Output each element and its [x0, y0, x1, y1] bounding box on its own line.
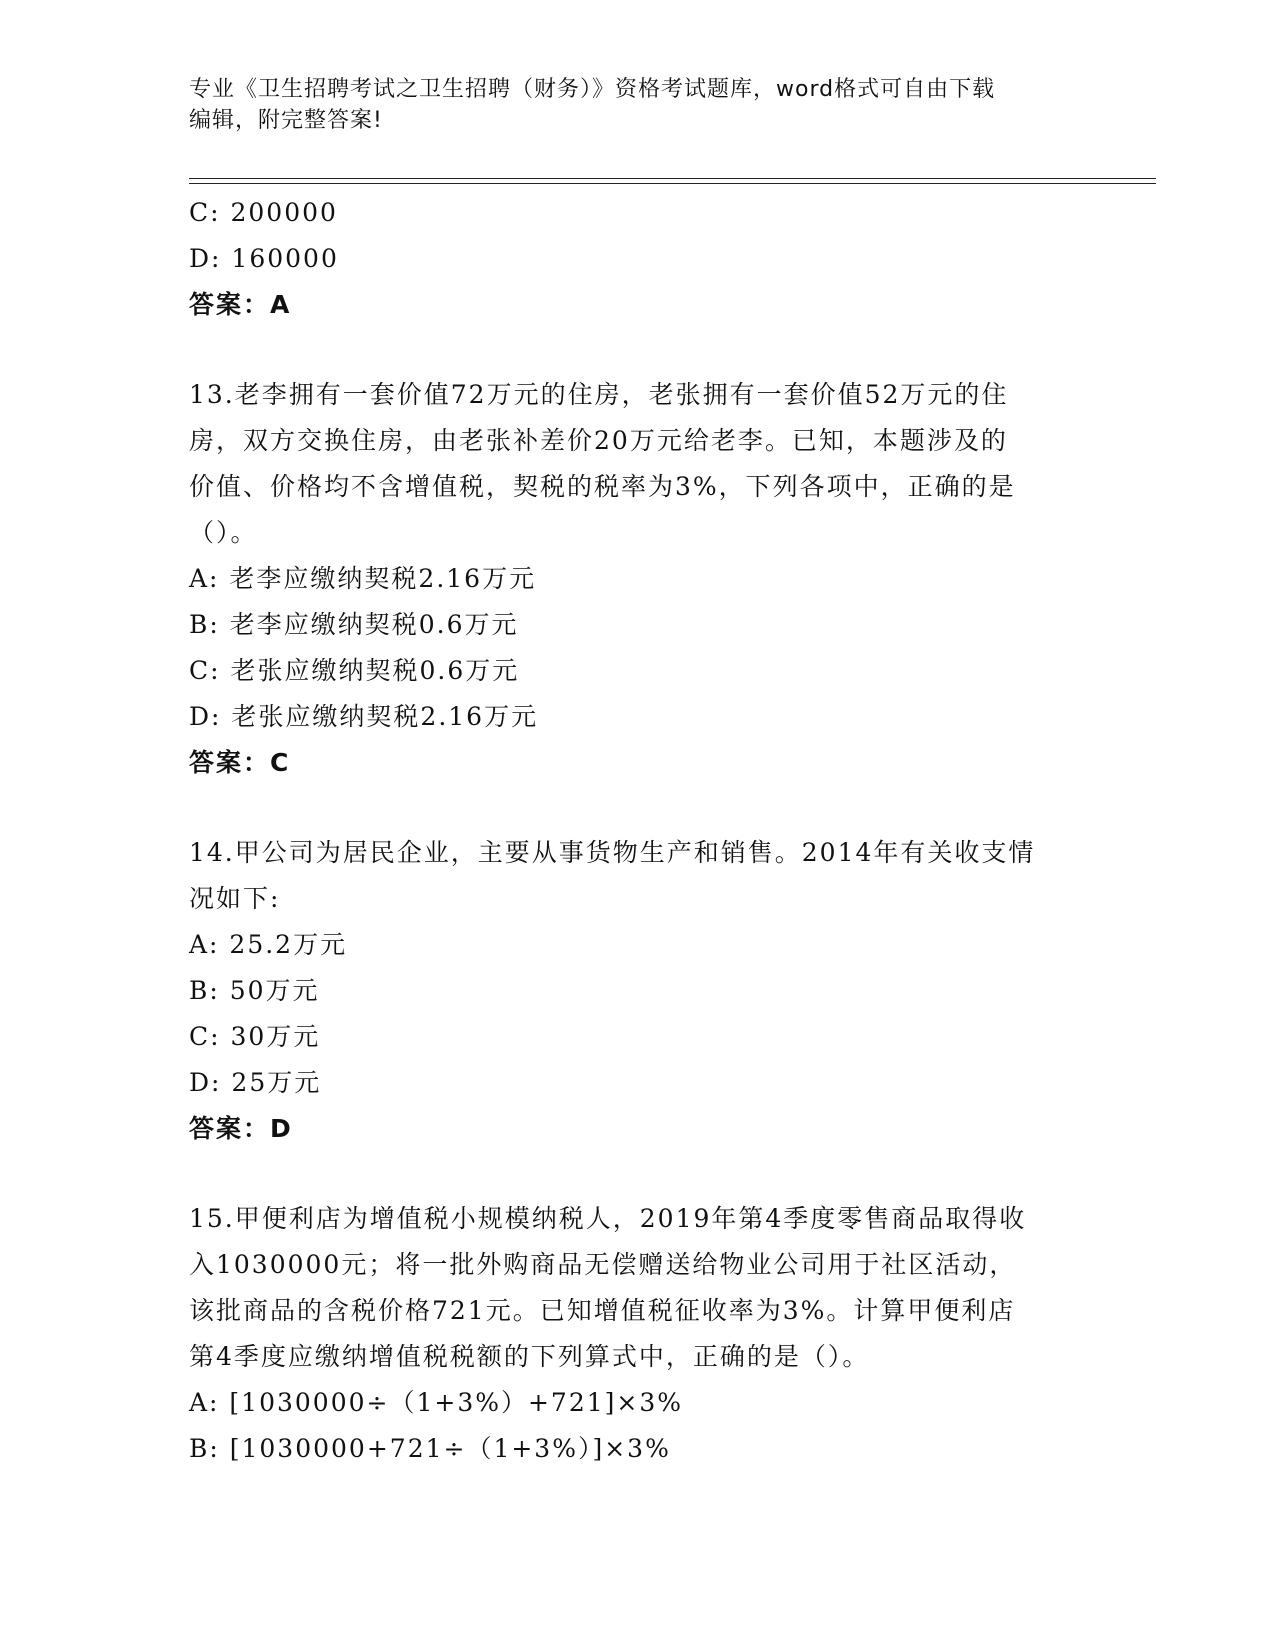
option-c: C: 老张应缴纳契税0.6万元 [189, 656, 520, 685]
option-d: D: 160000 [189, 244, 339, 273]
answer-line: 答案：D [189, 1114, 293, 1143]
question-text-line: 13.老李拥有一套价值72万元的住房，老张拥有一套价值52万元的住 [189, 380, 1009, 409]
option-b: B: 老李应缴纳契税0.6万元 [189, 610, 519, 639]
option-a: A: 老李应缴纳契税2.16万元 [189, 564, 537, 593]
spacer [189, 1152, 1089, 1196]
option-d: D: 老张应缴纳契税2.16万元 [189, 702, 539, 731]
spacer [189, 328, 1089, 372]
question-text-line: 15.甲便利店为增值税小规模纳税人，2019年第4季度零售商品取得收 [189, 1204, 1027, 1233]
option-b: B: [1030000+721÷（1+3%）]×3% [189, 1434, 671, 1463]
question-text-line: 入1030000元；将一批外购商品无偿赠送给物业公司用于社区活动， [189, 1250, 1017, 1279]
spacer [189, 786, 1089, 830]
question-text-line: 14.甲公司为居民企业，主要从事货物生产和销售。2014年有关收支情 [189, 838, 1036, 867]
header-line-2: 编辑，附完整答案! [189, 108, 383, 133]
option-c: C: 30万元 [189, 1022, 321, 1051]
page-header [189, 74, 1089, 136]
question-text-line: 况如下: [189, 884, 281, 913]
option-b: B: 50万元 [189, 976, 320, 1005]
header-rule [189, 178, 1156, 179]
answer-line: 答案：A [189, 290, 292, 319]
option-d: D: 25万元 [189, 1068, 322, 1097]
question-text-line: （）。 [189, 518, 258, 547]
document-body [189, 190, 1089, 1472]
option-a: A: 25.2万元 [189, 930, 348, 959]
question-text-line: 价值、价格均不含增值税，契税的税率为3%，下列各项中，正确的是 [189, 472, 1016, 501]
answer-line: 答案：C [189, 748, 291, 777]
question-14 [189, 830, 1089, 1152]
option-a: A: [1030000÷（1+3%）+721]×3% [189, 1388, 684, 1417]
question-13 [189, 372, 1089, 786]
header-line-1: 专业《卫生招聘考试之卫生招聘（财务）》资格考试题库，word格式可自由下载 [189, 77, 996, 102]
question-text-line: 第4季度应缴纳增值税税额的下列算式中，正确的是（）。 [189, 1342, 870, 1371]
header-rule [189, 183, 1156, 184]
question-text-line: 该批商品的含税价格721元。已知增值税征收率为3%。计算甲便利店 [189, 1296, 1016, 1325]
question-15 [189, 1196, 1089, 1472]
prev-question [189, 190, 1089, 328]
option-c: C: 200000 [189, 198, 338, 227]
question-text-line: 房，双方交换住房，由老张补差价20万元给老李。已知，本题涉及的 [189, 426, 1008, 455]
